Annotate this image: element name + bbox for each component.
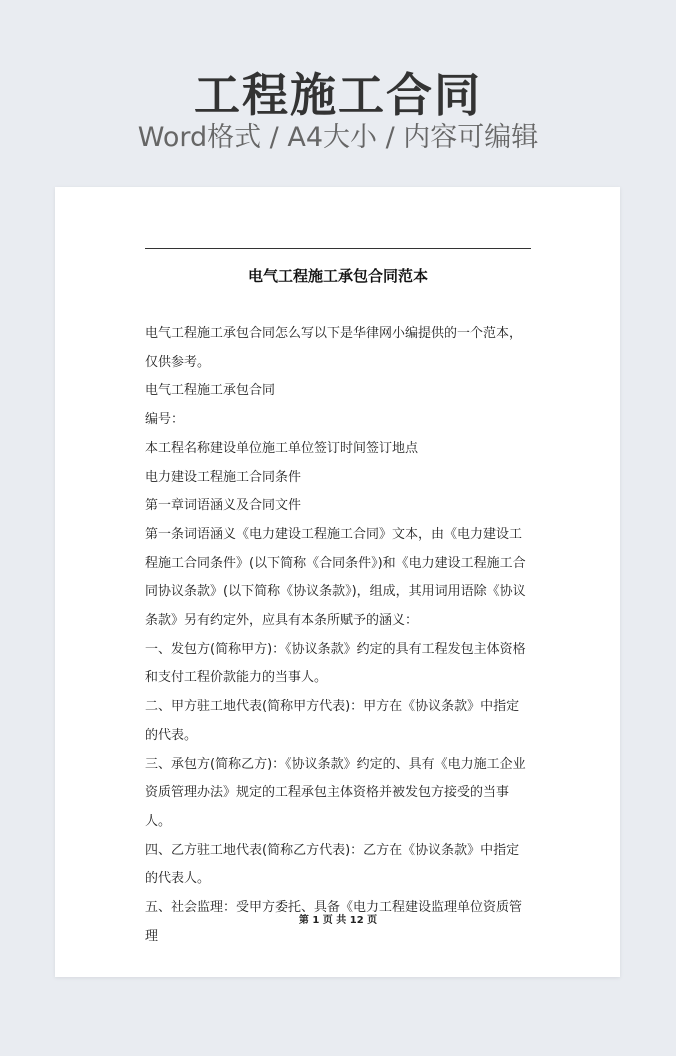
paragraph-item-2: 二、甲方驻工地代表(简称甲方代表)：甲方在《协议条款》中指定的代表。 xyxy=(145,699,520,743)
document-title: 电气工程施工承包合同范本 xyxy=(247,267,428,285)
paragraph-number: 编号： xyxy=(145,412,185,428)
paragraph-chapter-1: 第一章词语涵义及合同文件 xyxy=(145,498,302,514)
banner-title: 工程施工合同 xyxy=(194,68,482,122)
paragraph-item-3: 三、承包方(简称乙方)：《协议条款》约定的、具有《电力施工企业资质管理办法》规定的工程承包主体资格并被发包方接受的当事人。 xyxy=(145,756,526,829)
document-body xyxy=(145,320,531,951)
document-page xyxy=(55,187,620,977)
paragraph-contract-name: 电气工程施工承包合同 xyxy=(145,383,276,399)
paragraph-item-1: 一、发包方(简称甲方)：《协议条款》约定的具有工程发包主体资格和支付工程价款能力的当事人。 xyxy=(145,641,526,686)
paragraph-item-4: 四、乙方驻工地代表(简称乙方代表)：乙方在《协议条款》中指定的代表人。 xyxy=(145,842,520,887)
banner-subtitle: Word格式 / A4大小 / 内容可编辑 xyxy=(137,122,539,153)
paragraph-article-1: 第一条词语涵义《电力建设工程施工合同》文本，由《电力建设工程施工合同条件》(以下简称《合同条件》)和《电力建设工程施工合同协议条款》(以下简称《协议条款》)，组成，其用词用语除《协议条款》另有约定外，应具有本条所赋予的涵义： xyxy=(145,526,526,629)
header-rule xyxy=(145,248,531,249)
paragraph-project-info: 本工程名称建设单位施工单位签订时间签订地点 xyxy=(145,440,419,456)
paragraph-item-5: 五、社会监理：受甲方委托、具备《电力工程建设监理单位资质管理 xyxy=(145,900,523,944)
page-number-footer: 第 1 页 共 12 页 xyxy=(298,915,378,926)
paragraph-conditions: 电力建设工程施工合同条件 xyxy=(145,469,302,485)
paragraph-intro: 电气工程施工承包合同怎么写以下是华律网小编提供的一个范本，仅供参考。 xyxy=(145,326,523,370)
